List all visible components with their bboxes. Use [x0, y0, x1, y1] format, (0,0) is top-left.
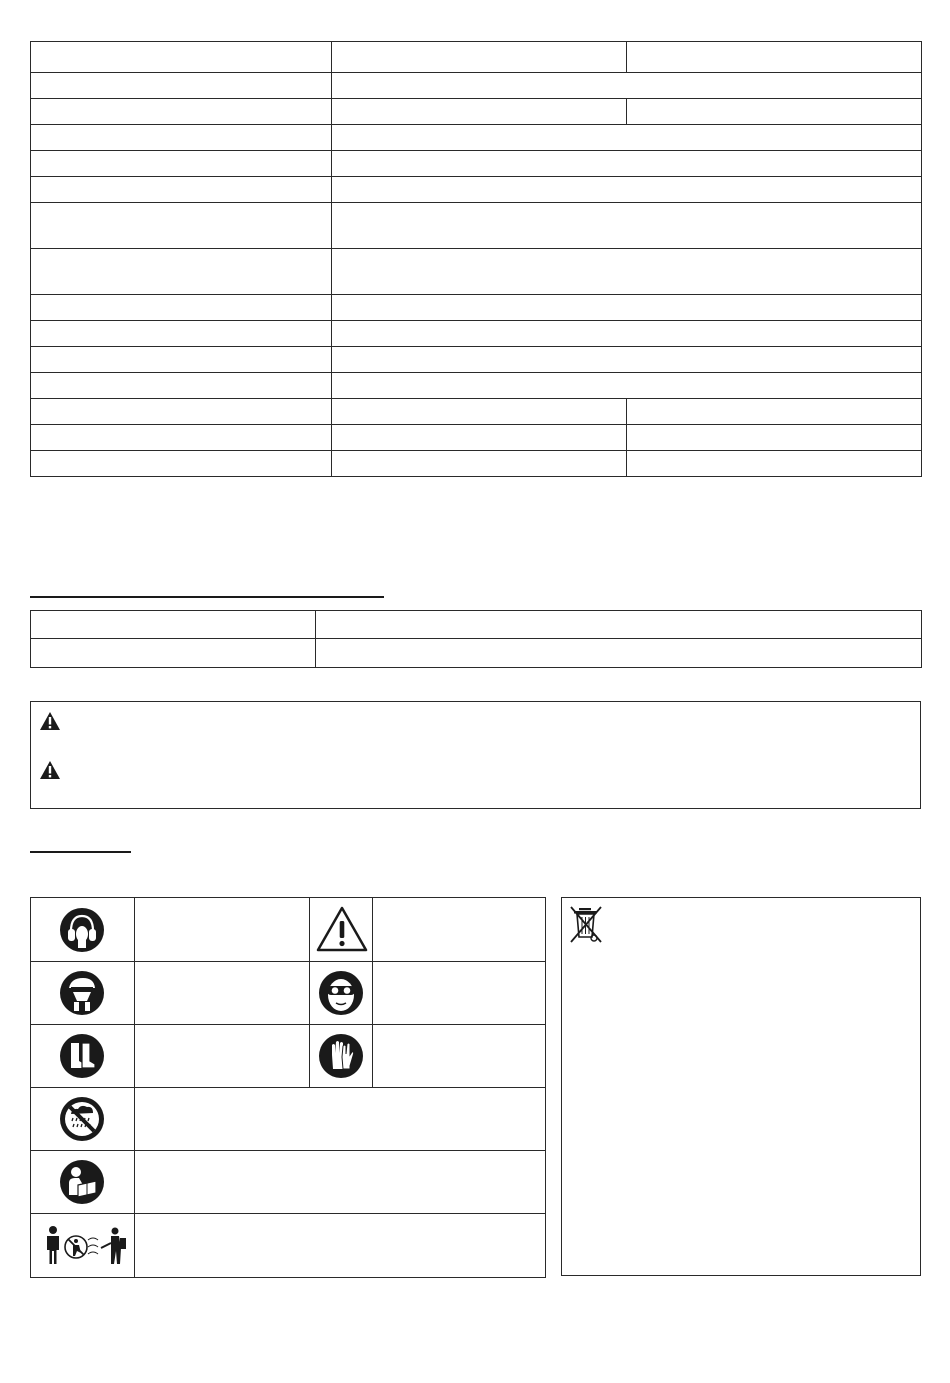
- spec-value: [627, 425, 922, 451]
- spec-row: [31, 347, 922, 373]
- small-table-value: [316, 611, 922, 639]
- spec-value: [332, 399, 627, 425]
- spec-value: [627, 42, 922, 73]
- spec-label: [31, 295, 332, 321]
- spec-table: [30, 41, 922, 477]
- section-heading-underline: [30, 596, 384, 598]
- spec-value: [332, 451, 627, 477]
- keep-bystanders-away-icon: [39, 1223, 129, 1269]
- small-table-row: [31, 639, 922, 668]
- safety-boots-icon: [59, 1033, 105, 1079]
- warning-triangle-icon: [39, 760, 61, 780]
- spec-row: [31, 42, 922, 73]
- spec-label: [31, 73, 332, 99]
- spec-row: [31, 295, 922, 321]
- spec-label: [31, 347, 332, 373]
- small-table-value: [316, 639, 922, 668]
- spec-label: [31, 151, 332, 177]
- spec-label: [31, 249, 332, 295]
- helmet-mask-icon: [59, 970, 105, 1016]
- spec-row: [31, 451, 922, 477]
- small-table-label: [31, 639, 316, 668]
- spec-label: [31, 399, 332, 425]
- spec-label: [31, 125, 332, 151]
- spec-value: [332, 99, 627, 125]
- spec-row: [31, 151, 922, 177]
- spec-row: [31, 249, 922, 295]
- spec-value: [627, 451, 922, 477]
- spec-label: [31, 42, 332, 73]
- spec-label: [31, 177, 332, 203]
- spec-value: [332, 425, 627, 451]
- spec-value: [332, 203, 922, 249]
- spec-value: [332, 295, 922, 321]
- spec-row: [31, 203, 922, 249]
- crossed-bin-icon: [568, 904, 604, 944]
- spec-row: [31, 425, 922, 451]
- spec-row: [31, 177, 922, 203]
- spec-label: [31, 373, 332, 399]
- spec-label: [31, 425, 332, 451]
- spec-row: [31, 99, 922, 125]
- symbols-heading-underline: [30, 851, 131, 853]
- small-table-label: [31, 611, 316, 639]
- spec-row: [31, 125, 922, 151]
- spec-value: [332, 42, 627, 73]
- spec-value: [332, 321, 922, 347]
- spec-value: [332, 347, 922, 373]
- spec-value: [627, 99, 922, 125]
- spec-value: [332, 73, 922, 99]
- spec-value: [332, 125, 922, 151]
- small-spec-table: [30, 610, 922, 668]
- warning-box: [30, 701, 921, 809]
- safety-gloves-icon: [318, 1033, 364, 1079]
- spec-label: [31, 99, 332, 125]
- spec-row: [31, 73, 922, 99]
- spec-value: [332, 373, 922, 399]
- no-rain-icon: [59, 1096, 105, 1142]
- spec-row: [31, 321, 922, 347]
- symbols-table: [30, 897, 546, 1278]
- disposal-box: [561, 897, 921, 1276]
- spec-label: [31, 451, 332, 477]
- warning-triangle-icon: [39, 711, 61, 731]
- read-manual-icon: [59, 1159, 105, 1205]
- caution-triangle-icon: [316, 905, 368, 953]
- spec-row: [31, 373, 922, 399]
- spec-value: [332, 151, 922, 177]
- spec-value: [627, 399, 922, 425]
- spec-label: [31, 321, 332, 347]
- small-table-row: [31, 611, 922, 639]
- spec-row: [31, 399, 922, 425]
- spec-value: [332, 177, 922, 203]
- spec-value: [332, 249, 922, 295]
- ear-protection-icon: [59, 907, 105, 953]
- spec-label: [31, 203, 332, 249]
- eye-protection-icon: [318, 970, 364, 1016]
